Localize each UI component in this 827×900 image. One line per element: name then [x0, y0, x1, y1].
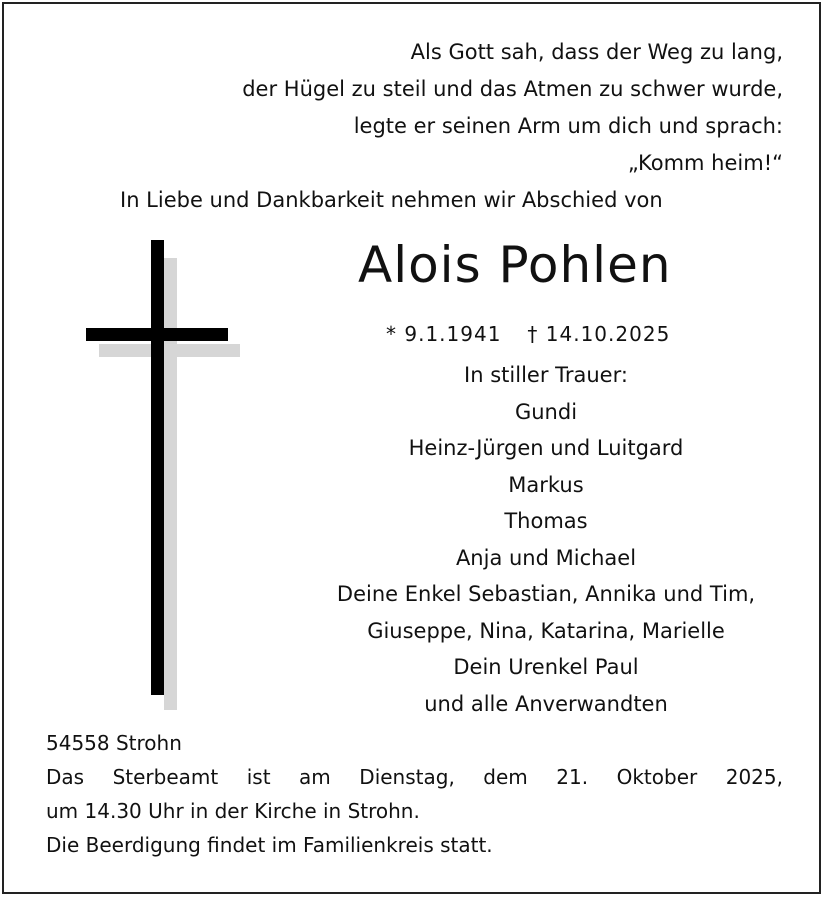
poem-line: Als Gott sah, dass der Weg zu lang,	[410, 40, 783, 64]
mourner-line: Heinz-Jürgen und Luitgard	[408, 436, 684, 460]
mourner-line: Markus	[508, 472, 584, 497]
service-line: Das Sterbeamt ist am Dienstag, dem 21. Oktober 2025,	[46, 765, 783, 789]
poem	[242, 34, 783, 182]
mourner-line: Anja und Michael	[455, 545, 637, 570]
service-line: um 14.30 Uhr in der Kirche in Strohn.	[46, 799, 420, 823]
poem-line: „Komm heim!“	[627, 151, 783, 175]
mourner-line: Dein Urenkel Paul	[453, 655, 639, 679]
intro-text: In Liebe und Dankbarkeit nehmen wir Abschied von	[120, 188, 663, 212]
mourner-line: und alle Anverwandten	[424, 691, 668, 716]
location: 54558 Strohn	[46, 731, 182, 755]
life-dates	[386, 322, 696, 346]
birth-date: * 9.1.1941	[386, 322, 502, 346]
mourner-line: Thomas	[504, 509, 588, 533]
poem-line: legte er seinen Arm um dich und sprach:	[353, 114, 783, 138]
mourners-list	[296, 357, 796, 722]
deceased-name: Alois Pohlen	[358, 236, 672, 294]
burial-line: Die Beerdigung findet im Familienkreis statt.	[46, 833, 493, 857]
mourners-heading: In stiller Trauer:	[464, 363, 628, 387]
mourner-line: Gundi	[514, 399, 578, 424]
poem-line: der Hügel zu steil und das Atmen zu schwer wurde,	[242, 77, 783, 101]
service-info	[46, 726, 783, 862]
cross-icon	[86, 240, 246, 710]
mourner-line: Deine Enkel Sebastian, Annika und Tim,	[336, 582, 756, 606]
mourner-line: Giuseppe, Nina, Katarina, Marielle	[367, 618, 725, 643]
death-date: † 14.10.2025	[527, 322, 671, 346]
